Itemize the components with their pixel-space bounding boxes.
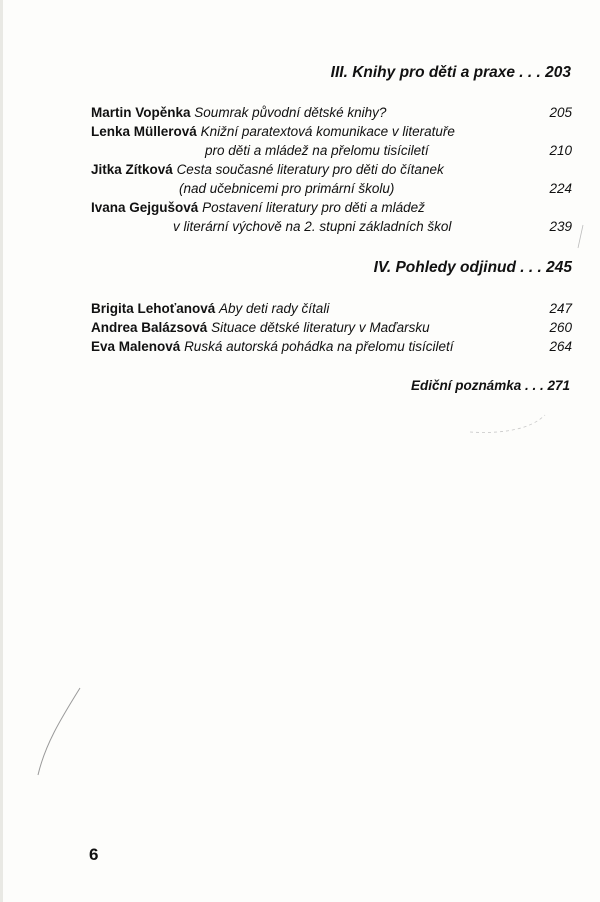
entry-title: Soumrak původní dětské knihy? — [194, 105, 387, 120]
entry-author: Jitka Zítková — [91, 162, 173, 177]
entry-title-cont: v literární výchově na 2. stupni základních škol — [173, 219, 452, 234]
entry-page: 239 — [549, 219, 572, 234]
editorial-note-entry: Ediční poznámka . . . 271 — [410, 378, 570, 393]
pencil-stroke — [470, 415, 545, 432]
entry-page: 224 — [549, 181, 572, 196]
entry-author: Ivana Gejgušová — [91, 200, 199, 215]
entry-author: Martin Vopěnka — [91, 105, 191, 120]
entry-author: Brigita Lehoťanová — [91, 301, 216, 316]
entry-title: Ruská autorská pohádka na přelomu tisíciletí — [184, 339, 454, 354]
entry-page: 260 — [549, 320, 572, 335]
entry-title: Postavení literatury pro děti a mládež — [202, 200, 425, 215]
entry-page: 210 — [549, 143, 572, 158]
section-heading-iv: IV. Pohledy odjinud . . . 245 — [373, 259, 572, 276]
entry-title: Aby deti rady čítali — [219, 301, 330, 316]
entry-title-cont: pro děti a mládež na přelomu tisíciletí — [205, 143, 429, 158]
entry-page: 205 — [549, 105, 572, 120]
entry-title: Cesta současné literatury pro děti do čítanek — [176, 162, 444, 177]
entry-title: Knižní paratextová komunikace v literatuře — [200, 124, 455, 139]
entry-author: Eva Malenová — [91, 339, 181, 354]
entry-author: Andrea Balázsová — [91, 320, 208, 335]
entry-title: Situace dětské literatury v Maďarsku — [211, 320, 430, 335]
entry-page: 264 — [549, 339, 572, 354]
entry-page: 247 — [549, 301, 572, 316]
section-heading-iii: III. Knihy pro děti a praxe . . . 203 — [330, 64, 571, 81]
page-number: 6 — [89, 845, 99, 864]
entry-author: Lenka Müllerová — [91, 124, 197, 139]
pencil-stroke — [38, 688, 80, 775]
entry-title-cont: (nad učebnicemi pro primární školu) — [179, 181, 395, 196]
pencil-stroke — [578, 225, 583, 248]
